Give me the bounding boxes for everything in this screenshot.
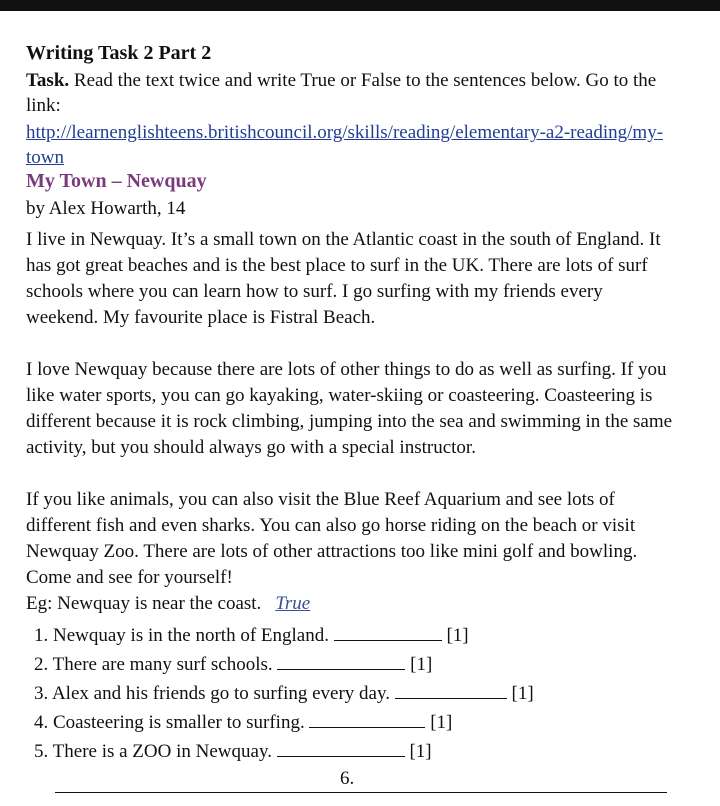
- question-6-label: 6.: [340, 768, 355, 789]
- question-text: 4. Coasteering is smaller to surfing.: [34, 712, 305, 733]
- task-instructions: [26, 68, 686, 118]
- question-6-answer-line[interactable]: [55, 792, 667, 793]
- question-mark: [1]: [430, 712, 453, 733]
- question-mark: [1]: [409, 741, 432, 762]
- question-text: 1. Newquay is in the north of England.: [34, 625, 329, 646]
- article-paragraph-1: I live in Newquay. It’s a small town on the Atlantic coast in the south of England. It has got great beaches and is the best place to surf in the UK. There are lots of surf schools where you can learn how to surf. I go surfing with my friends every weekend. My favourite place is Fistral Beach.: [26, 229, 661, 328]
- task-text: Read the text twice and write True or False to the sentences below. Go to the link:: [26, 70, 657, 116]
- question-4: [34, 709, 452, 734]
- task-label: Task.: [26, 70, 70, 91]
- answer-blank[interactable]: [395, 680, 507, 699]
- article-title: My Town – Newquay: [26, 170, 207, 192]
- question-5: [34, 738, 432, 763]
- question-text: 2. There are many surf schools.: [34, 654, 273, 675]
- top-edge-bar: [0, 0, 720, 11]
- article-link[interactable]: http://learnenglishteens.britishcouncil.org/skills/reading/elementary-a2-reading/my-town: [26, 122, 664, 168]
- question-1: [34, 622, 469, 647]
- answer-blank[interactable]: [334, 622, 442, 641]
- page-title: Writing Task 2 Part 2: [26, 42, 212, 64]
- example-answer: True: [275, 593, 311, 614]
- answer-blank[interactable]: [277, 651, 405, 670]
- article-paragraph-3: If you like animals, you can also visit the Blue Reef Aquarium and see lots of different fish and even sharks. You can also go horse riding on the beach or visit Newquay Zoo. There are lots of other attractions too like mini golf and bowling. Come and see for yourself!: [26, 489, 638, 588]
- article-byline: by Alex Howarth, 14: [26, 198, 186, 219]
- answer-blank[interactable]: [277, 738, 405, 757]
- question-2: [34, 651, 432, 676]
- question-mark: [1]: [446, 625, 469, 646]
- example-text: Eg: Newquay is near the coast.: [26, 593, 262, 614]
- question-text: 5. There is a ZOO in Newquay.: [34, 741, 272, 762]
- question-mark: [1]: [410, 654, 433, 675]
- question-text: 3. Alex and his friends go to surfing every day.: [34, 683, 390, 704]
- question-mark: [1]: [511, 683, 534, 704]
- answer-blank[interactable]: [309, 709, 425, 728]
- article-paragraph-2: I love Newquay because there are lots of other things to do as well as surfing. If you like water sports, you can go kayaking, water-skiing or coasteering. Coasteering is different because it is rock climbing, jumping into the sea and swimming in the same activity, but you should always go with a special instructor.: [26, 359, 673, 458]
- question-3: [34, 680, 534, 705]
- example-sentence: [26, 593, 310, 615]
